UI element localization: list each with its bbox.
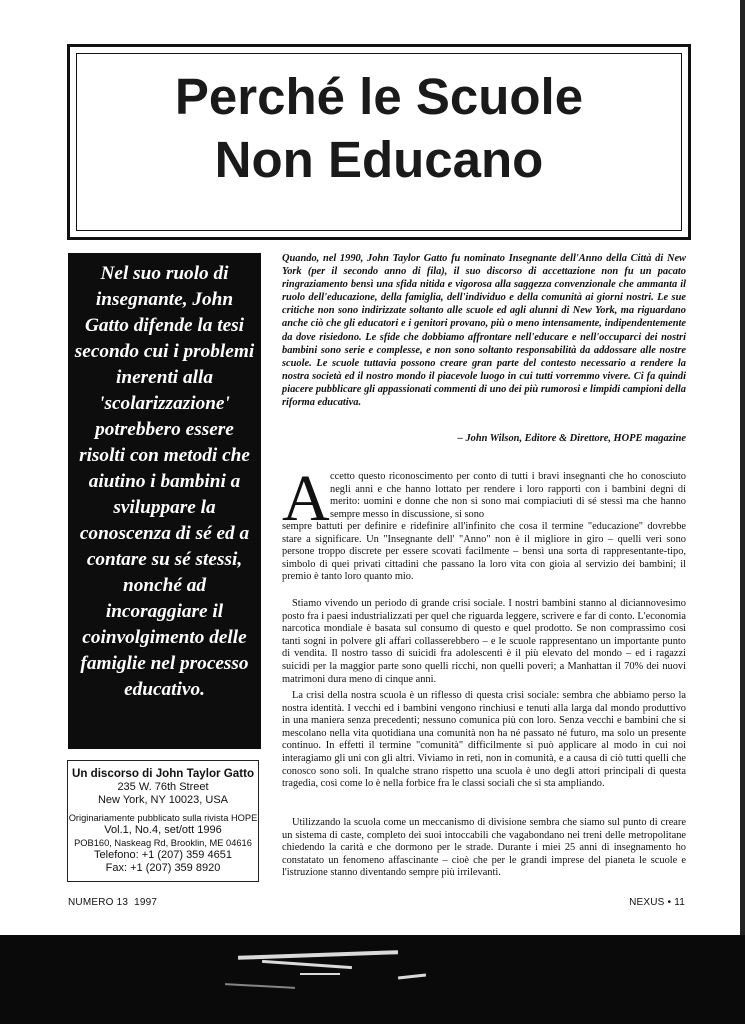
sidebar-pull-quote-box — [68, 253, 261, 749]
scan-edge-shadow — [740, 0, 745, 940]
body-paragraph-2: Stiamo vivendo un periodo di grande crisi sociale. I nostri bambini stanno al diciannovesimo posto fra i paesi industrializzati per quel che riguarda leggere, scrivere e far di conto. L'economia narcotica mondiale è basata sul consumo di questo e quel prodotto. Se non comprassimo così tanti sogni in polvere gli affari collasserebbero – e le scuole rappresentano un importante punto di vendita. Il nostro tasso di suicidi fra adolescenti è il più elevato del mondo – ed i ragazzi suicidi per la maggior parte sono quelli ricchi, non quelli poveri; a Manhattan il 70% dei nuovi matrimoni dura meno di cinque anni. — [282, 598, 686, 685]
title-frame — [67, 44, 691, 240]
scan-artifact — [225, 983, 295, 989]
scan-artifact — [262, 960, 352, 969]
info-publication-2: Vol.1, No.4, set/ott 1996 — [104, 824, 222, 836]
intro-signature: – John Wilson, Editore & Direttore, HOPE magazine — [457, 433, 686, 444]
sidebar-pull-quote: Nel suo ruolo di insegnante, John Gatto difende la tesi secondo cui i problemi inerenti alla 'scolarizzazione' potrebbero essere risolti con metodi che aiutino i bambini a sviluppare la conoscenza di sé ed a contare su sé stessi, nonché ad incoraggiare il coinvolgimento delle famiglie nel processo educativo. — [74, 263, 255, 700]
scan-artifact — [238, 950, 398, 960]
info-address-1: 235 W. 76th Street — [117, 781, 209, 793]
scan-artifact — [300, 973, 340, 975]
body-paragraph-1-rest: sempre battuti per definire e ridefinire all'infinito che cosa il termine "educazione" dovrebbe stare a significare. Un "Insegnante dell' "Anno" non è il migliore in giro – quelli veri sono persone troppo discrete per essere scovati facilmente – bensì una sorta di rappresentante-tipo, simbolo di quei privati cittadini che passano la loro vita con gioia al servizio dei bambini; il premio è tanto loro quanto mio. — [282, 521, 686, 583]
scan-artifact — [398, 974, 426, 980]
footer-issue — [68, 897, 157, 908]
intro-paragraph: Quando, nel 1990, John Taylor Gatto fu nominato Insegnante dell'Anno della Città di New York (per il secondo anno di fila), il suo discorso di accettazione non fu un pacato ringraziamento bensì una sfida nitida e vigorosa alla saggezza convenzionale che ammanta il ruolo dell'educazione, della famiglia, dell'individuo e della comunità ai giorni nostri. Le sue critiche non sono indirizzate soltanto alle scuole ed agli alunni di New York, ma riguardano anche ciò che gli educatori e i genitori provano, più o meno intensamente, indipendentemente da dove risiedono. Le sfide che dobbiamo affrontare nell'educare e nell'occuparci dei nostri bambini sono serie e complesse, e non sono soltanto responsabilità da addossare alle nostre scuole. Le scuole tuttavia possono creare gran parte del contesto necessario a rendere la nostra società ed il nostro mondo il piacevole luogo in cui tutti vorremmo vivere. Ci fa quindi piacere pubblicare gli appassionati commenti di uno dei più rumorosi e limpidi campioni della riforma educativa. — [282, 253, 686, 409]
footer-year: 1997 — [134, 897, 158, 908]
info-publication-3: POB160, Naskeag Rd, Brooklin, ME 04616 — [74, 838, 252, 848]
drop-cap: A — [282, 462, 330, 535]
info-phone: Telefono: +1 (207) 359 4651 — [94, 849, 232, 861]
title-line-1: Perché le Scuole — [174, 68, 584, 125]
body-paragraph-1-start: ccetto questo riconoscimento per conto di tutti i bravi insegnanti che ho conosciuto negli anni e che hanno lottato per rendere i loro rapporti con i bambini degni di merito: uomini e donne che non si sono mai compiaciuti di sé stessi ma che hanno sempre messo in discussione, si sono — [330, 471, 686, 520]
source-info-box — [67, 760, 259, 882]
article-title — [70, 65, 688, 191]
title-line-2: Non Educano — [214, 131, 544, 188]
info-fax: Fax: +1 (207) 359 8920 — [105, 862, 221, 874]
body-paragraph-3: La crisi della nostra scuola è un riflesso di questa crisi sociale: sembra che abbiamo perso la nostra identità. I vecchi ed i bambini vengono rinchiusi e tenuti alla larga dal mondo produttivo in una maniera senza precedenti; nessuno comunica più con loro. Senza vecchi e bambini che si mescolano nella vita quotidiana una comunità non ha né passato né futuro, ma solo un presente continuo. In effetti il termine "comunità" difficilmente si può applicare al modo in cui noi interagiamo gli uni con gli altri. Viviamo in reti, non in comunità, e a causa di ciò tutti quelli che conosco sono soli. In qualche strano rispetto una scuola è uno degli attori principali di questa tragedia, così come lo è nella forbice fra le classi sociali che si sta ampliando. — [282, 690, 686, 790]
info-address-2: New York, NY 10023, USA — [97, 794, 229, 806]
footer-page-number: NEXUS • 11 — [629, 897, 685, 908]
info-publication-1: Originariamente pubblicato sulla rivista HOPE — [68, 813, 258, 823]
info-heading: Un discorso di John Taylor Gatto — [71, 767, 255, 780]
footer-issue-number: NUMERO 13 — [68, 897, 129, 908]
body-paragraph-4: Utilizzando la scuola come un meccanismo di divisione sembra che siamo sul punto di creare un sistema di caste, completo dei suoi intoccabili che vagabondano nei treni delle metropolitane chiedendo la carità e che dormono per le strade. Durante i miei 25 anni di insegnamento ho constatato un fenomeno affascinante – cioè che per le grandi imprese del pianeta le scuole e l'istruzione stanno diventando sempre più irrilevanti. — [282, 817, 686, 879]
scan-dark-margin — [0, 935, 745, 1024]
